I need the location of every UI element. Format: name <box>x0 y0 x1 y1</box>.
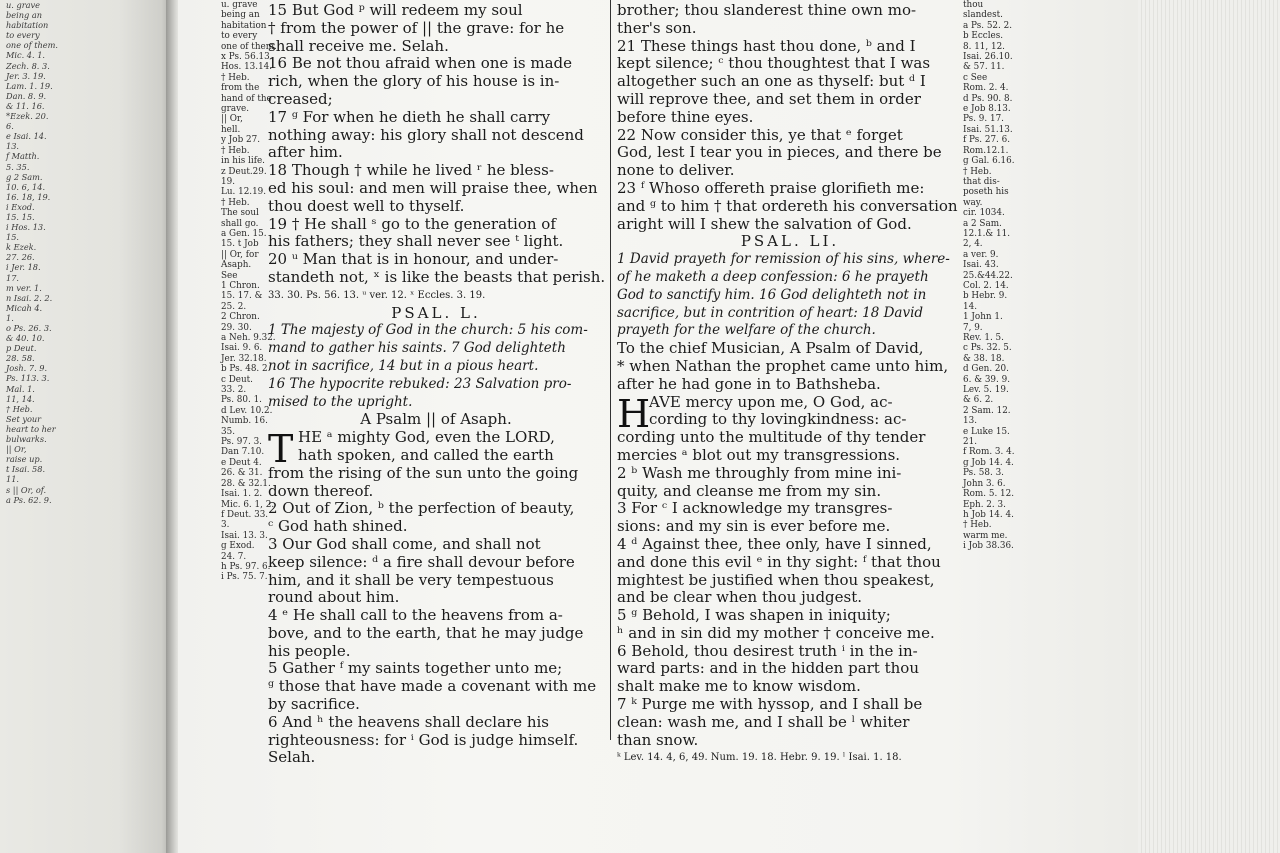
margin-ref: f Ps. 27. 6. <box>963 135 1011 146</box>
left-page-ref: Josh. 7. 9. <box>6 363 48 374</box>
psalm-summary-line: 16 The hypocrite rebuked: 23 Salvation pro- <box>268 375 572 392</box>
verse-line: 6 Behold, thou desirest truth ⁱ in the in- <box>617 641 918 660</box>
margin-ref: 2 Chron. <box>221 312 260 323</box>
margin-ref: 8. 11, 12. <box>963 41 1005 52</box>
psalm-summary-line: mised to the upright. <box>268 393 413 410</box>
left-page-ref: bulwarks. <box>6 434 47 445</box>
margin-ref: 12.1.& 11. <box>963 228 1010 239</box>
left-page-margin-refs <box>6 0 156 505</box>
margin-ref: h Ps. 97. 6. <box>221 561 271 572</box>
margin-ref: a Gen. 15. <box>221 228 267 239</box>
verse-line: creased; <box>268 89 333 108</box>
margin-ref: Dan 7.10. <box>221 447 265 458</box>
margin-ref: Isai. 51.13. <box>963 124 1013 135</box>
margin-ref: i Ps. 75. 7. <box>221 572 268 583</box>
left-page-ref: 15. 15. <box>6 211 35 222</box>
margin-ref: a Neh. 9.32. <box>221 333 276 343</box>
verse-line: nothing away: his glory shall not descend <box>268 125 584 144</box>
margin-ref: Jer. 32.18. <box>221 353 267 364</box>
verse-line: rich, when the glory of his house is in- <box>268 72 560 91</box>
footnote: ᵏ Lev. 14. 4, 6, 49. Num. 19. 18. Hebr. 9. 19. ˡ Isai. 1. 18. <box>617 752 902 764</box>
margin-ref: f Deut. 33. <box>221 509 269 520</box>
margin-ref: habitation <box>221 20 267 31</box>
page-edges <box>1138 0 1280 853</box>
margin-ref: d Gen. 20. <box>963 364 1009 375</box>
margin-ref: warm me. <box>963 530 1008 541</box>
margin-ref: shall go. <box>221 218 259 229</box>
margin-ref: 35. <box>221 426 235 437</box>
psalm-summary-line: sacrifice, but in contrition of heart: 18 David <box>617 304 924 321</box>
left-page-ref: e Isai. 14. <box>6 131 47 142</box>
verse-line: him, and it shall be very tempestuous <box>268 570 554 589</box>
verse-line: 20 ᵘ Man that is in honour, and under- <box>268 250 559 269</box>
margin-ref: c See <box>963 72 988 83</box>
margin-ref: that dis- <box>963 176 1000 187</box>
drop-cap: T <box>268 427 294 472</box>
left-page-ref: || Or, <box>6 444 27 455</box>
margin-ref: 24. 7. <box>221 551 247 562</box>
left-page-ref: i Hos. 13. <box>6 222 46 233</box>
verse-line: 2 Out of Zion, ᵇ the perfection of beauty, <box>268 499 575 518</box>
left-page-ref: o Ps. 26. 3. <box>6 323 52 333</box>
margin-ref: y Job 27. <box>221 135 261 146</box>
margin-ref: † Heb. <box>221 145 250 156</box>
left-page-ref: Jer. 3. 19. <box>6 70 46 81</box>
margin-ref: & 57. 11. <box>963 62 1005 73</box>
verse-line: 5 ᵍ Behold, I was shapen in iniquity; <box>617 606 891 625</box>
margin-ref: Rom. 2. 4. <box>963 83 1009 94</box>
margin-ref: one of them. <box>221 41 277 52</box>
psalm-title-line: * when Nathan the prophet came unto him, <box>617 356 949 375</box>
margin-ref: Isai. 43. <box>963 260 999 271</box>
margin-ref: Ps. 97. 3. <box>221 437 262 448</box>
margin-ref: u. grave <box>221 0 258 10</box>
verse-line: God, lest I tear you in pieces, and there be <box>617 143 942 162</box>
left-page-ref: Dan. 8. 9. <box>6 90 47 101</box>
left-page-ref: i Jer. 18. <box>6 262 41 273</box>
margin-ref: to every <box>221 31 258 42</box>
margin-ref: 6. & 39. 9. <box>963 374 1010 385</box>
left-page-ref: Zech. 8. 3. <box>6 60 50 71</box>
verse-line: ed his soul: and men will praise thee, when <box>268 178 598 197</box>
verse-line: 23 ᶠ Whoso offereth praise glorifieth me: <box>617 178 925 197</box>
left-page-ref: habitation <box>6 20 49 31</box>
verse-line: 7 ᵏ Purge me with hyssop, and I shall be <box>617 695 923 714</box>
verse-line: 22 Now consider this, ye that ᵉ forget <box>617 125 903 144</box>
verse-line: quity, and cleanse me from my sin. <box>617 481 882 500</box>
verse-line: clean: wash me, and I shall be ˡ whiter <box>617 712 910 731</box>
margin-ref: Ps. 80. 1. <box>221 395 262 406</box>
verse-line: keep silence: ᵈ a fire shall devour before <box>268 552 575 571</box>
verse-line: kept silence; ᶜ thou thoughtest that I was <box>617 54 931 73</box>
margin-ref: Lev. 5. 19. <box>963 385 1009 396</box>
margin-ref: 29. 30. <box>221 322 252 333</box>
margin-ref: || Or, <box>221 114 243 125</box>
margin-ref: b Ps. 48. 2. <box>221 364 271 375</box>
left-page-ref: 10. 6, 14. <box>6 181 46 192</box>
margin-ref: 28. & 32.1. <box>221 478 271 489</box>
margin-ref: 33. 2. <box>221 385 247 396</box>
psalm-title: A Psalm || of Asaph. <box>360 410 512 429</box>
verse-line: sions: and my sin is ever before me. <box>617 517 891 536</box>
left-page-ref: 11, 14. <box>6 393 35 404</box>
verse-line: 3 For ᶜ I acknowledge my transgres- <box>617 499 893 518</box>
margin-ref: Isai. 9. 6. <box>221 343 263 354</box>
left-page-ref: 1. <box>6 312 14 323</box>
psalm-title-line: after he had gone in to Bathsheba. <box>617 374 881 393</box>
verse-line: shall receive me. Selah. <box>268 36 449 55</box>
psalm-heading: PSAL. LI. <box>740 232 840 251</box>
left-page-ref: Mal. 1. <box>6 383 35 394</box>
verse-line: hath spoken, and called the earth <box>298 445 554 464</box>
left-page-ref: raise up. <box>6 454 43 465</box>
left-page-ref: & 11. 16. <box>6 100 45 111</box>
verse-line: 4 ᵉ He shall call to the heavens from a- <box>268 606 563 625</box>
margin-ref: slandest. <box>963 10 1003 21</box>
margin-ref: h Job 14. 4. <box>963 509 1014 520</box>
verse-line: shalt make me to know wisdom. <box>617 677 861 696</box>
psalm-heading: PSAL. L. <box>391 303 481 322</box>
margin-ref: being an <box>221 10 260 21</box>
verse-line: mercies ᵃ blot out my transgressions. <box>617 445 901 464</box>
left-page-ref: Set your <box>6 413 42 424</box>
left-page-ref: to every <box>6 30 40 41</box>
margin-ref: c Deut. <box>221 374 253 385</box>
left-page-ref: 13. <box>6 141 20 152</box>
left-page-ref: 16. 18, 19. <box>6 191 51 202</box>
verse-line: standeth not, ˣ is like the beasts that perish. <box>268 267 606 286</box>
left-page-ref: t Isai. 58. <box>6 464 46 475</box>
psalm-summary-line: not in sacrifice, 14 but in a pious heart. <box>268 357 539 374</box>
left-page-ref: f Matth. <box>6 151 40 162</box>
margin-ref: Hos. 13.14. <box>221 62 273 73</box>
left-page-ref: a Ps. 62. 9. <box>6 494 52 505</box>
verse-line: 3 Our God shall come, and shall not <box>268 534 541 553</box>
verse-line: and done this evil ᵉ in thy sight: ᶠ that thou <box>617 552 941 571</box>
verse-line: 2 ᵇ Wash me throughly from mine ini- <box>617 463 902 482</box>
left-page-ref: i Exod. <box>6 201 35 212</box>
margin-ref: Ps. 58. 3. <box>963 468 1004 479</box>
left-page-ref: 6. <box>6 121 14 132</box>
margin-ref: d Ps. 90. 8. <box>963 93 1013 104</box>
left-page-ref: *Ezek. 20. <box>6 111 49 122</box>
margin-ref: Rev. 1. 5. <box>963 333 1004 343</box>
margin-ref: Isai. 1. 2. <box>221 489 263 500</box>
margin-ref: 13. <box>963 416 977 427</box>
psalm-summary-line: God to sanctify him. 16 God delighteth not in <box>617 286 927 303</box>
margin-ref: Eph. 2. 3. <box>963 499 1006 510</box>
margin-ref: a Ps. 52. 2. <box>963 20 1013 31</box>
margin-ref: † Heb. <box>221 197 250 208</box>
margin-ref: † Heb. <box>963 520 992 531</box>
verse-line: by sacrifice. <box>268 695 360 714</box>
margin-ref: 3. <box>221 520 230 531</box>
left-page-ref: u. grave <box>6 0 40 10</box>
verse-line: than snow. <box>617 730 699 749</box>
margin-ref: way. <box>963 197 983 208</box>
margin-ref: || Or, for <box>221 249 259 260</box>
margin-ref: 21. <box>963 437 977 448</box>
margin-ref: hand of the <box>221 93 272 104</box>
left-page-ref: n Isai. 2. 2. <box>6 292 53 303</box>
verse-line: and be clear when thou judgest. <box>617 588 863 607</box>
left-page-ref: 11. <box>6 474 20 485</box>
verse-line: will reprove thee, and set them in order <box>617 89 921 108</box>
psalm-summary-line: prayeth for the welfare of the church. <box>617 322 876 339</box>
margin-ref: e Job 8.13. <box>963 104 1011 115</box>
verse-line: none to deliver. <box>617 161 735 180</box>
column-left <box>268 2 604 767</box>
margin-ref: † Heb. <box>963 166 992 177</box>
verse-line: AVE mercy upon me, O God, ac- <box>649 392 893 411</box>
margin-ref: Rom.12.1. <box>963 145 1009 156</box>
margin-ref: 2 Sam. 12. <box>963 405 1011 416</box>
left-page-ref: one of them. <box>6 40 58 51</box>
left-page-ref: & 40. 10. <box>6 333 45 344</box>
margin-ref: g Job 14. 4. <box>963 457 1014 468</box>
margin-ref: Numb. 16. <box>221 416 268 427</box>
margin-ref: Isai. 13. 3. <box>221 530 268 541</box>
verse-line: before thine eyes. <box>617 107 754 126</box>
verse-line: round about him. <box>268 588 400 607</box>
left-page-ref: p Deut. <box>6 343 37 354</box>
left-page-ref: 17. <box>6 272 20 283</box>
verse-line: mightest be justified when thou speakest, <box>617 570 935 589</box>
margin-ref: in his life. <box>221 156 265 167</box>
margin-ref: from the <box>221 83 260 94</box>
margin-ref: 25. 2. <box>221 301 247 312</box>
verse-line: righteousness: for ⁱ God is judge himself. <box>268 730 579 749</box>
margin-ref: poseth his <box>963 187 1009 198</box>
verse-line: 21 These things hast thou done, ᵇ and I <box>617 36 916 55</box>
verse-line: and ᵍ to him † that ordereth his conversation <box>617 196 958 215</box>
verse-line: cording to thy lovingkindness: ac- <box>649 410 907 429</box>
verse-line: 4 ᵈ Against thee, thee only, have I sinned, <box>617 534 932 553</box>
left-page-ref: 27. 26. <box>6 252 35 263</box>
left-page-ref: 15. <box>6 232 20 243</box>
verse-line: his people. <box>268 641 351 660</box>
margin-ref: 1 Chron. <box>221 280 260 291</box>
margin-ref: g Exod. <box>221 541 255 552</box>
margin-ref: thou <box>963 0 984 10</box>
verse-line: ther's son. <box>617 18 697 37</box>
margin-ref: Mic. 6. 1, 2. <box>221 499 275 510</box>
outer-margin-refs <box>963 0 1033 552</box>
margin-ref: f Rom. 3. 4. <box>963 447 1015 458</box>
verse-line: ᶜ God hath shined. <box>268 517 408 536</box>
left-page-ref: m ver. 1. <box>6 282 42 293</box>
verse-line: brother; thou slanderest thine own mo- <box>617 1 917 19</box>
verse-line: 17 ᵍ For when he dieth he shall carry <box>268 107 551 126</box>
left-page <box>0 0 170 853</box>
psalm-summary-line: 1 David prayeth for remission of his sins, where- <box>617 251 950 268</box>
margin-ref: Asaph. <box>221 260 252 271</box>
margin-ref: Rom. 5. 12. <box>963 489 1015 500</box>
margin-ref: a ver. 9. <box>963 249 999 260</box>
margin-ref: g Gal. 6.16. <box>963 156 1015 167</box>
margin-ref: 2, 4. <box>963 239 983 250</box>
verse-line: 6 And ʰ the heavens shall declare his <box>268 712 549 731</box>
margin-ref: & 38. 18. <box>963 353 1005 364</box>
verse-line: down thereof. <box>268 481 374 500</box>
verse-line: 18 Though † while he lived ʳ he bless- <box>268 161 554 180</box>
margin-ref: a 2 Sam. <box>963 218 1002 229</box>
left-page-ref: Ps. 113. 3. <box>6 373 50 384</box>
psalm-summary-line: mand to gather his saints. 7 God delighteth <box>268 340 566 357</box>
verse-line: his fathers; they shall never see ᵗ light. <box>268 232 564 251</box>
margin-ref: Col. 2. 14. <box>963 280 1009 291</box>
left-page-ref: k Ezek. <box>6 242 37 253</box>
verse-line: after him. <box>268 143 343 162</box>
verse-line: from the rising of the sun unto the going <box>268 463 579 482</box>
margin-ref: 14. <box>963 301 977 312</box>
verse-line: aright will I shew the salvation of God. <box>617 214 912 233</box>
left-page-ref: 5. 35. <box>6 161 30 172</box>
verse-line: 16 Be not thou afraid when one is made <box>268 54 572 73</box>
margin-ref: 19. <box>221 176 235 187</box>
drop-cap: H <box>617 391 651 436</box>
verse-line: bove, and to the earth, that he may judge <box>268 623 584 642</box>
column-divider <box>610 0 611 740</box>
left-page-ref: being an <box>6 10 42 21</box>
verse-line: thou doest well to thyself. <box>268 196 465 215</box>
left-page-ref: heart to her <box>6 423 56 434</box>
margin-ref: x Ps. 56.13. <box>221 52 273 63</box>
margin-ref: z Deut.29. <box>221 166 267 177</box>
margin-ref: John 3. 6. <box>963 478 1006 489</box>
verse-line: HE ᵃ mighty God, even the LORD, <box>298 428 555 447</box>
margin-ref: c Ps. 32. 5. <box>963 343 1012 354</box>
margin-ref: † Heb. <box>221 72 250 83</box>
left-page-ref: s || Or, of. <box>6 484 47 495</box>
margin-ref: d Lev. 10.2. <box>221 405 273 416</box>
margin-ref: Isai. 26.10. <box>963 52 1013 63</box>
margin-ref: b Hebr. 9. <box>963 291 1008 302</box>
margin-ref: 26. & 31. <box>221 468 263 479</box>
margin-ref: hell. <box>221 124 241 135</box>
margin-ref: e Deut 4. <box>221 457 262 468</box>
verse-line: 5 Gather ᶠ my saints together unto me; <box>268 659 563 678</box>
margin-ref: Lu. 12.19. <box>221 187 267 198</box>
margin-ref: grave. <box>221 104 250 115</box>
margin-ref: cir. 1034. <box>963 208 1005 219</box>
margin-ref: 7, 9. <box>963 322 983 333</box>
margin-ref: b Eccles. <box>963 31 1004 42</box>
column-right <box>617 2 963 767</box>
left-page-ref: Micah 4. <box>6 302 43 313</box>
verse-line: cording unto the multitude of thy tender <box>617 428 926 447</box>
footnote: 33. 30. Ps. 56. 13. ᵘ ver. 12. ˣ Eccles. 3. 19. <box>268 289 486 301</box>
verse-line: 15 But God ᵖ will redeem my soul <box>268 1 523 19</box>
inner-margin-refs <box>221 0 277 583</box>
left-page-ref: 28. 58. <box>6 353 35 364</box>
margin-ref: & 6. 2. <box>963 395 994 406</box>
psalm-summary-line: of he maketh a deep confession: 6 he prayeth <box>617 268 929 285</box>
margin-ref: 15. t Job <box>221 239 259 250</box>
margin-ref: 15. 17. & <box>221 291 263 302</box>
verse-line: Selah. <box>268 748 316 767</box>
psalm-title-line: To the chief Musician, A Psalm of David, <box>617 339 924 358</box>
verse-line: ʰ and in sin did my mother † conceive me. <box>617 623 935 642</box>
margin-ref: The soul <box>221 208 259 219</box>
margin-ref: Ps. 9. 17. <box>963 114 1004 125</box>
margin-ref: See <box>221 270 238 281</box>
left-page-ref: Mic. 4. 1. <box>6 50 46 61</box>
verse-line: ward parts: and in the hidden part thou <box>617 659 919 678</box>
verse-line: altogether such an one as thyself: but ᵈ I <box>617 72 926 91</box>
margin-ref: i Job 38.36. <box>963 541 1014 552</box>
margin-ref: 1 John 1. <box>963 312 1003 323</box>
margin-ref: 25.&44.22. <box>963 270 1013 281</box>
left-page-ref: g 2 Sam. <box>6 171 43 182</box>
psalm-summary-line: 1 The majesty of God in the church: 5 his com- <box>268 322 588 339</box>
margin-ref: e Luke 15. <box>963 426 1010 437</box>
verse-line: † from the power of || the grave: for he <box>268 18 565 37</box>
left-page-ref: † Heb. <box>6 403 33 414</box>
left-page-ref: Lam. 1. 19. <box>6 80 53 91</box>
verse-line: ᵍ those that have made a covenant with me <box>268 677 597 696</box>
verse-line: 19 † He shall ˢ go to the generation of <box>268 214 556 233</box>
